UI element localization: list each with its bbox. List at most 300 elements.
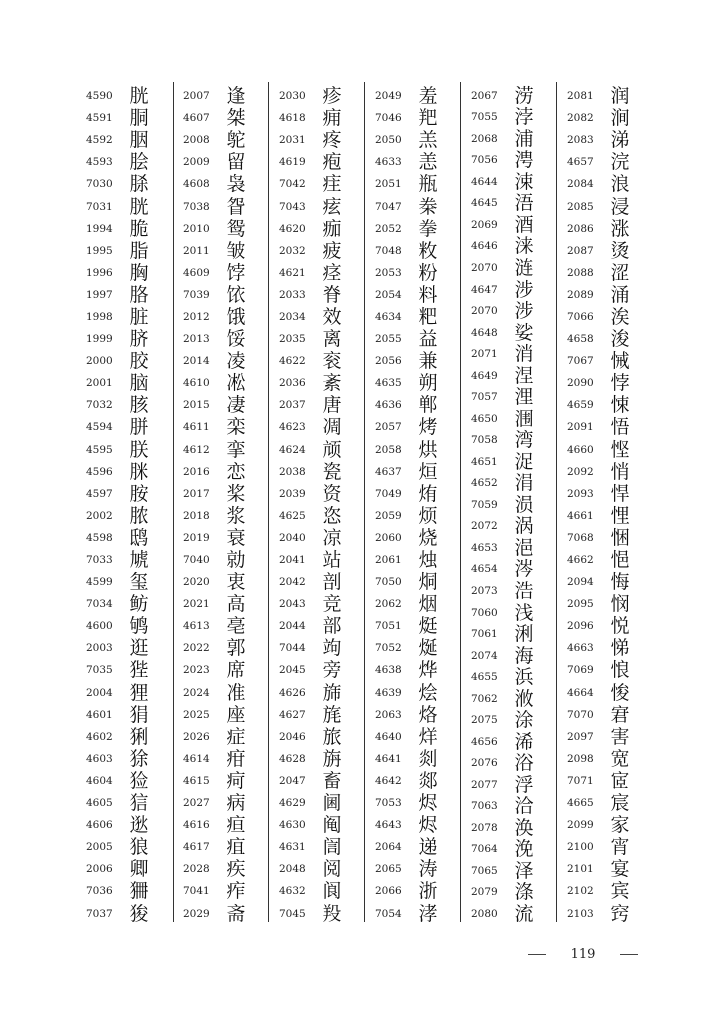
entry-row [567, 107, 633, 129]
entry-character: 症 [226, 725, 246, 748]
entry-row [567, 527, 633, 549]
entry-code: 2029 [183, 907, 210, 920]
entry-row [375, 107, 441, 129]
entry-code: 2103 [567, 907, 594, 920]
entry-character: 脆 [129, 217, 149, 240]
entry-code: 7068 [567, 531, 594, 544]
entry-row [183, 416, 249, 438]
entry-code: 7069 [567, 664, 594, 677]
entry-code: 4607 [183, 112, 210, 125]
entry-row [567, 328, 633, 350]
entry-code: 4590 [86, 90, 113, 103]
entry-character: 病 [226, 792, 246, 815]
entry-row [375, 659, 441, 681]
entry-character: 狺 [129, 792, 149, 815]
entry-row [375, 394, 441, 416]
entry-code: 2097 [567, 730, 594, 743]
entry-column-3 [279, 85, 345, 925]
entry-row [567, 151, 633, 173]
entry-code: 2008 [183, 134, 210, 147]
entry-character: 烩 [418, 681, 438, 704]
entry-row [471, 752, 537, 774]
entry-code: 4599 [86, 576, 113, 589]
entry-character: 羓 [418, 107, 438, 130]
entry-code: 4639 [375, 686, 402, 699]
entry-row [567, 637, 633, 659]
entry-character: 狷 [129, 703, 149, 726]
entry-code: 7048 [375, 244, 402, 257]
entry-row [183, 549, 249, 571]
entry-character: 衮 [322, 350, 342, 373]
column-divider [364, 82, 365, 922]
entry-character: 悖 [610, 372, 630, 395]
entry-character: 烻 [418, 637, 438, 660]
entry-character: 宴 [610, 858, 630, 881]
entry-row [279, 394, 345, 416]
entry-row [375, 836, 441, 858]
entry-row [375, 902, 441, 924]
entry-code: 2083 [567, 134, 594, 147]
entry-code: 2079 [471, 886, 498, 899]
entry-code: 2088 [567, 266, 594, 279]
entry-code: 4647 [471, 283, 498, 296]
entry-code: 4622 [279, 355, 306, 368]
entry-character: 海 [514, 644, 534, 667]
entry-code: 2048 [279, 863, 306, 876]
page-number: 119 [570, 946, 596, 962]
entry-code: 7057 [471, 391, 498, 404]
entry-code: 4630 [279, 819, 306, 832]
entry-character: 旁 [322, 659, 342, 682]
entry-code: 2047 [279, 774, 306, 787]
entry-row [375, 814, 441, 836]
entry-row [471, 882, 537, 904]
entry-code: 2073 [471, 584, 498, 597]
entry-character: 鸱 [129, 526, 149, 549]
entry-row [279, 615, 345, 637]
entry-character: 悄 [610, 460, 630, 483]
entry-code: 4606 [86, 819, 113, 832]
entry-row [183, 682, 249, 704]
entry-row [375, 240, 441, 262]
entry-character: 悢 [610, 659, 630, 682]
entry-character: 涍 [418, 902, 438, 925]
entry-code: 4621 [279, 266, 306, 279]
entry-character: 涑 [514, 170, 534, 193]
entry-character: 脏 [129, 305, 149, 328]
entry-character: 烬 [418, 814, 438, 837]
entry-row [183, 704, 249, 726]
entry-character: 鲂 [129, 593, 149, 616]
entry-code: 4602 [86, 730, 113, 743]
entry-row [183, 107, 249, 129]
entry-character: 烘 [418, 438, 438, 461]
entry-code: 7050 [375, 576, 402, 589]
entry-code: 7031 [86, 200, 113, 213]
entry-character: 宸 [610, 792, 630, 815]
entry-row [567, 858, 633, 880]
entry-character: 粑 [418, 305, 438, 328]
entry-code: 7039 [183, 288, 210, 301]
entry-code: 2090 [567, 377, 594, 390]
entry-row [567, 85, 633, 107]
entry-row [471, 494, 537, 516]
entry-code: 4624 [279, 443, 306, 456]
entry-code: 7067 [567, 355, 594, 368]
entry-character: 烦 [418, 504, 438, 527]
entry-character: 玺 [129, 571, 149, 594]
entry-character: 郯 [418, 769, 438, 792]
entry-row [86, 682, 152, 704]
entry-row [567, 593, 633, 615]
entry-code: 2099 [567, 819, 594, 832]
entry-code: 2019 [183, 531, 210, 544]
entry-row [183, 284, 249, 306]
entry-code: 2017 [183, 487, 210, 500]
entry-row [375, 748, 441, 770]
entry-row [86, 439, 152, 461]
entry-code: 7061 [471, 628, 498, 641]
entry-row [567, 902, 633, 924]
entry-code: 7059 [471, 498, 498, 511]
entry-row [279, 593, 345, 615]
entry-row [183, 372, 249, 394]
entry-code: 2100 [567, 841, 594, 854]
entry-character: 脑 [129, 372, 149, 395]
entry-character: 悦 [610, 615, 630, 638]
entry-character: 家 [610, 814, 630, 837]
entry-code: 2080 [471, 907, 498, 920]
entry-code: 2072 [471, 520, 498, 533]
column-divider [556, 82, 557, 922]
entry-code: 2027 [183, 797, 210, 810]
entry-character: 窍 [610, 902, 630, 925]
entry-character: 疴 [226, 769, 246, 792]
entry-character: 凉 [322, 526, 342, 549]
entry-code: 4645 [471, 197, 498, 210]
entry-character: 狻 [129, 902, 149, 925]
column-divider [460, 82, 461, 922]
entry-character: 涉 [514, 278, 534, 301]
entry-character: 涨 [610, 217, 630, 240]
entry-row [279, 748, 345, 770]
entry-row [567, 262, 633, 284]
entry-row [567, 195, 633, 217]
entry-row [183, 328, 249, 350]
entry-code: 7034 [86, 598, 113, 611]
entry-row [375, 416, 441, 438]
entry-row [471, 731, 537, 753]
entry-character: 浩 [514, 579, 534, 602]
entry-code: 4648 [471, 326, 498, 339]
entry-code: 4612 [183, 443, 210, 456]
entry-code: 2026 [183, 730, 210, 743]
entry-row [375, 218, 441, 240]
entry-character: 凌 [226, 350, 246, 373]
entry-character: 脂 [129, 239, 149, 262]
entry-code: 4662 [567, 554, 594, 567]
entry-character: 胺 [129, 482, 149, 505]
entry-character: 脓 [129, 504, 149, 527]
entry-row [86, 107, 152, 129]
entry-code: 7051 [375, 620, 402, 633]
entry-row [279, 880, 345, 902]
entry-character: 敉 [418, 239, 438, 262]
entry-character: 涤 [514, 881, 534, 904]
entry-character: 疲 [322, 239, 342, 262]
entry-code: 2052 [375, 222, 402, 235]
entry-character: 鸲 [129, 615, 149, 638]
entry-character: 狼 [129, 836, 149, 859]
entry-code: 4650 [471, 412, 498, 425]
entry-code: 4614 [183, 752, 210, 765]
entry-code: 4660 [567, 443, 594, 456]
entry-character: 狦 [129, 880, 149, 903]
entry-row [567, 836, 633, 858]
entry-character: 脒 [129, 460, 149, 483]
entry-row [567, 173, 633, 195]
entry-character: 胼 [129, 416, 149, 439]
entry-character: 羞 [418, 85, 438, 108]
entry-code: 4603 [86, 752, 113, 765]
entry-character: 涕 [610, 129, 630, 152]
entry-code: 7042 [279, 178, 306, 191]
entry-row [567, 726, 633, 748]
entry-code: 4601 [86, 708, 113, 721]
entry-code: 4623 [279, 421, 306, 434]
entry-code: 2089 [567, 288, 594, 301]
entry-row [375, 770, 441, 792]
entry-character: 涓 [514, 472, 534, 495]
entry-character: 浴 [514, 752, 534, 775]
entry-code: 4616 [183, 819, 210, 832]
entry-character: 痂 [322, 217, 342, 240]
entry-character: 疹 [322, 85, 342, 108]
entry-character: 座 [226, 703, 246, 726]
entry-character: 浼 [514, 838, 534, 861]
entry-code: 4591 [86, 112, 113, 125]
entry-character: 浥 [514, 536, 534, 559]
entry-character: 宾 [610, 880, 630, 903]
entry-character: 浚 [610, 328, 630, 351]
entry-character: 狳 [129, 747, 149, 770]
entry-row [375, 792, 441, 814]
entry-character: 站 [322, 549, 342, 572]
entry-code: 4663 [567, 642, 594, 655]
entry-code: 4600 [86, 620, 113, 633]
entry-code: 4598 [86, 531, 113, 544]
entry-character: 桊 [418, 195, 438, 218]
entry-character: 悒 [610, 549, 630, 572]
page-footer [528, 944, 638, 964]
entry-character: 递 [418, 836, 438, 859]
entry-code: 4661 [567, 509, 594, 522]
entry-row [567, 505, 633, 527]
entry-code: 7053 [375, 797, 402, 810]
entry-row [86, 814, 152, 836]
entry-character: 浰 [514, 623, 534, 646]
entry-code: 4643 [375, 819, 402, 832]
entry-row [567, 350, 633, 372]
entry-character: 宧 [610, 769, 630, 792]
entry-code: 2055 [375, 333, 402, 346]
entry-character: 旃 [322, 747, 342, 770]
entry-row [471, 774, 537, 796]
entry-row [279, 416, 345, 438]
entry-code: 4656 [471, 735, 498, 748]
entry-row [471, 300, 537, 322]
entry-row [375, 461, 441, 483]
entry-row [375, 726, 441, 748]
entry-character: 阄 [322, 814, 342, 837]
entry-code: 2028 [183, 863, 210, 876]
entry-character: 悈 [610, 350, 630, 373]
entry-code: 7049 [375, 487, 402, 500]
entry-row [567, 306, 633, 328]
entry-character: 痄 [226, 880, 246, 903]
entry-row [86, 262, 152, 284]
entry-character: 阃 [322, 792, 342, 815]
entry-character: 瓷 [322, 460, 342, 483]
entry-character: 益 [418, 328, 438, 351]
entry-row [279, 306, 345, 328]
entry-character: 涔 [514, 558, 534, 581]
entry-row [567, 372, 633, 394]
entry-character: 浆 [226, 504, 246, 527]
entry-character: 鸵 [226, 129, 246, 152]
entry-character: 瓶 [418, 173, 438, 196]
entry-character: 猁 [129, 725, 149, 748]
entry-character: 桨 [226, 482, 246, 505]
entry-code: 2068 [471, 132, 498, 145]
entry-code: 2000 [86, 355, 113, 368]
entry-code: 1994 [86, 222, 113, 235]
entry-row [183, 637, 249, 659]
entry-code: 2037 [279, 399, 306, 412]
entry-row [279, 151, 345, 173]
entry-column-4 [375, 85, 441, 925]
entry-character: 鸳 [226, 217, 246, 240]
entry-character: 涢 [514, 493, 534, 516]
entry-code: 2102 [567, 885, 594, 898]
entry-code: 2043 [279, 598, 306, 611]
entry-row [471, 903, 537, 925]
entry-character: 润 [610, 85, 630, 108]
entry-code: 4618 [279, 112, 306, 125]
entry-character: 涡 [514, 515, 534, 538]
entry-character: 浦 [514, 127, 534, 150]
entry-code: 4617 [183, 841, 210, 854]
entry-character: 旅 [322, 725, 342, 748]
entry-character: 眢 [226, 195, 246, 218]
entry-row [375, 593, 441, 615]
entry-row [471, 214, 537, 236]
entry-row [86, 372, 152, 394]
entry-character: 效 [322, 305, 342, 328]
entry-character: 涠 [514, 407, 534, 430]
entry-code: 2009 [183, 156, 210, 169]
entry-character: 悛 [610, 681, 630, 704]
entry-character: 狴 [129, 659, 149, 682]
entry-character: 栾 [226, 416, 246, 439]
entry-row [86, 637, 152, 659]
entry-code: 7030 [86, 178, 113, 191]
entry-row [86, 858, 152, 880]
entry-code: 7065 [471, 864, 498, 877]
entry-code: 7038 [183, 200, 210, 213]
entry-code: 4664 [567, 686, 594, 699]
entry-row [471, 257, 537, 279]
entry-row [375, 615, 441, 637]
entry-code: 2081 [567, 90, 594, 103]
entry-code: 7045 [279, 907, 306, 920]
entry-character: 烫 [610, 239, 630, 262]
entry-row [86, 350, 152, 372]
entry-character: 痉 [322, 261, 342, 284]
entry-code: 2046 [279, 730, 306, 743]
entry-row [279, 571, 345, 593]
entry-code: 2061 [375, 554, 402, 567]
entry-row [183, 902, 249, 924]
entry-code: 2054 [375, 288, 402, 301]
entry-row [279, 350, 345, 372]
entry-code: 2004 [86, 686, 113, 699]
entry-character: 涞 [514, 235, 534, 258]
entry-row [86, 880, 152, 902]
entry-character: 紊 [322, 372, 342, 395]
entry-row [183, 748, 249, 770]
entry-character: 恙 [418, 151, 438, 174]
entry-code: 2098 [567, 752, 594, 765]
entry-code: 2101 [567, 863, 594, 876]
entry-row [183, 439, 249, 461]
entry-code: 2023 [183, 664, 210, 677]
entry-code: 2078 [471, 821, 498, 834]
entry-row [567, 880, 633, 902]
entry-row [86, 240, 152, 262]
entry-code: 7044 [279, 642, 306, 655]
entry-row [375, 85, 441, 107]
entry-row [375, 682, 441, 704]
entry-row [567, 416, 633, 438]
entry-row [471, 516, 537, 538]
entry-row [183, 262, 249, 284]
entry-character: 恣 [322, 504, 342, 527]
entry-column-5 [471, 85, 537, 925]
entry-code: 2001 [86, 377, 113, 390]
entry-code: 4657 [567, 156, 594, 169]
entry-character: 旆 [322, 681, 342, 704]
entry-row [86, 593, 152, 615]
entry-character: 郸 [418, 394, 438, 417]
entry-row [375, 284, 441, 306]
entry-row [375, 858, 441, 880]
entry-code: 7062 [471, 692, 498, 705]
entry-code: 7046 [375, 112, 402, 125]
entry-code: 2003 [86, 642, 113, 655]
entry-code: 2092 [567, 465, 594, 478]
entry-character: 烠 [418, 482, 438, 505]
entry-code: 4593 [86, 156, 113, 169]
entry-code: 2077 [471, 778, 498, 791]
entry-character: 涂 [514, 709, 534, 732]
entry-code: 2071 [471, 348, 498, 361]
entry-row [567, 218, 633, 240]
entry-character: 胴 [129, 107, 149, 130]
entry-row [183, 880, 249, 902]
entry-row [279, 549, 345, 571]
entry-row [279, 505, 345, 527]
